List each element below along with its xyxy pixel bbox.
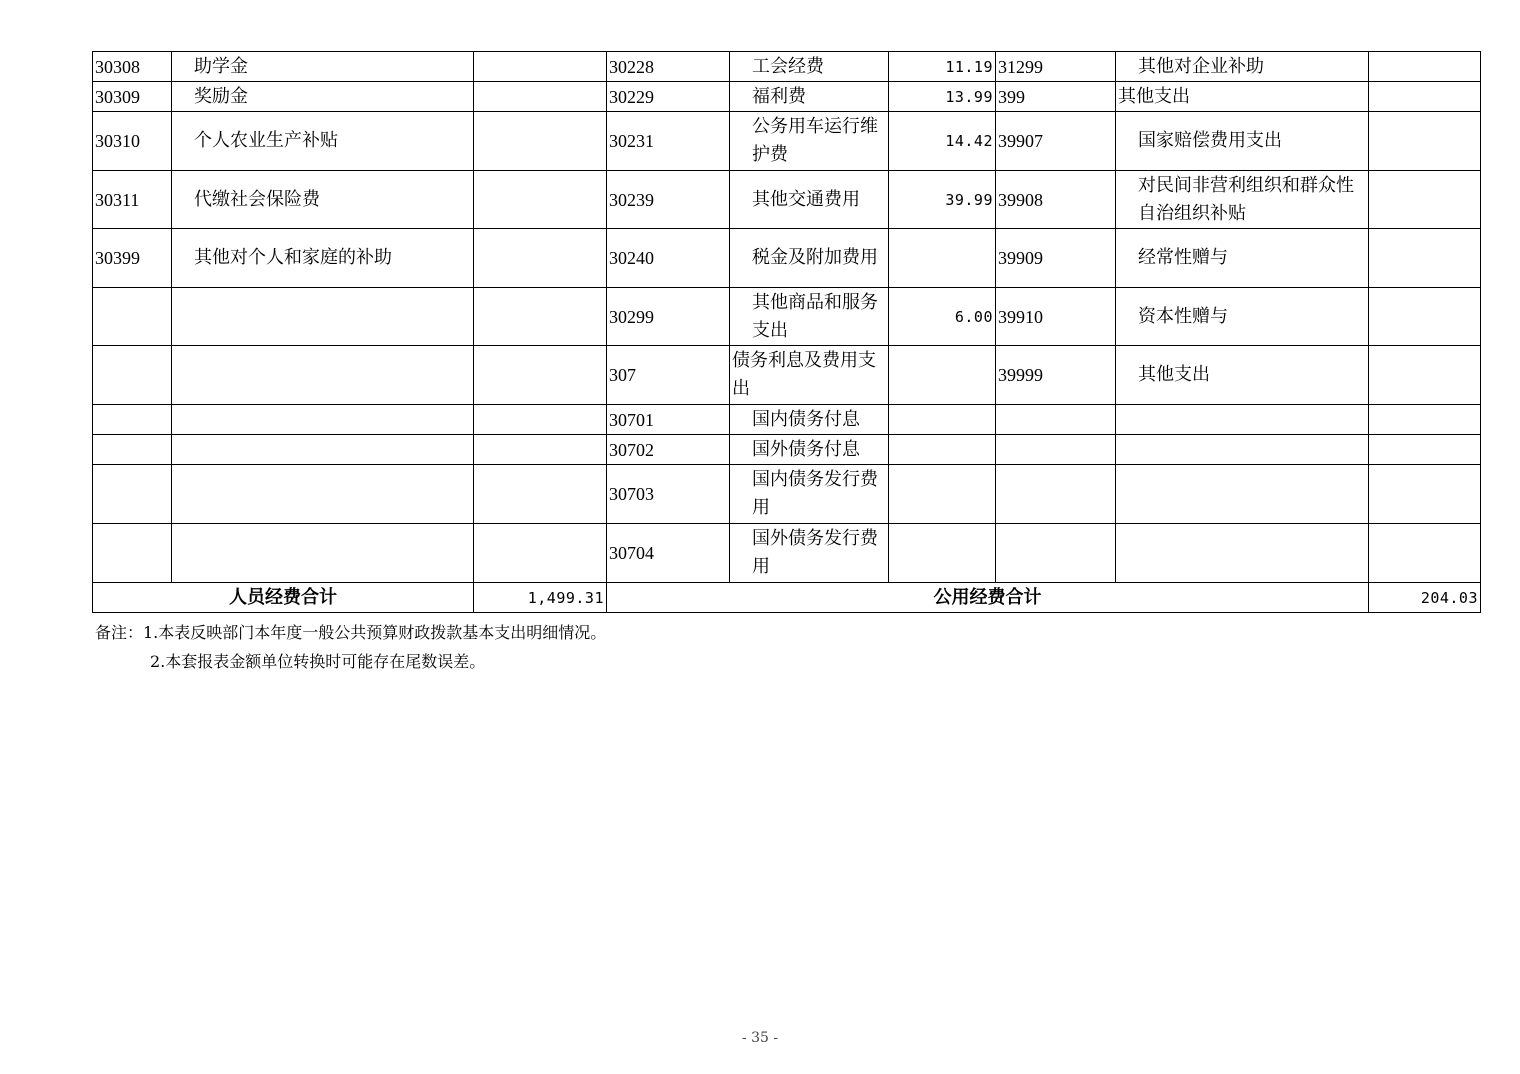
econ-code-cell xyxy=(996,405,1116,435)
item-name-cell xyxy=(1116,52,1369,82)
econ-code-cell: 30311 xyxy=(93,171,172,229)
amount-cell xyxy=(889,405,996,435)
item-name-cell xyxy=(730,229,889,288)
amount-cell xyxy=(889,465,996,524)
table-row xyxy=(93,465,1481,524)
note-line-1: 备注：1.本表反映部门本年度一般公共预算财政拨款基本支出明细情况。 xyxy=(95,623,607,642)
item-name-cell xyxy=(1116,346,1369,405)
item-name-cell xyxy=(730,112,889,171)
item-name-cell xyxy=(730,52,889,82)
item-name-cell xyxy=(730,288,889,346)
econ-code-cell: 399 xyxy=(996,82,1116,112)
econ-code-cell: 30704 xyxy=(607,524,730,583)
amount-cell: 6.00 xyxy=(889,288,996,346)
econ-code-cell: 39908 xyxy=(996,171,1116,229)
item-name: 奖励金 xyxy=(194,85,248,107)
econ-code-cell: 30228 xyxy=(607,52,730,82)
item-name-cell xyxy=(172,52,474,82)
item-name xyxy=(1118,483,1138,504)
table-row xyxy=(93,112,1481,171)
econ-code-cell: 39907 xyxy=(996,112,1116,171)
item-name xyxy=(1118,542,1138,563)
item-name-cell xyxy=(172,346,474,405)
amount-cell: 13.99 xyxy=(889,82,996,112)
amount-cell xyxy=(474,171,607,229)
item-name: 对民间非营利组织和群众性自治组织补贴 xyxy=(1138,174,1354,224)
econ-code-cell: 31299 xyxy=(996,52,1116,82)
item-name xyxy=(1118,409,1138,430)
item-name: 其他对个人和家庭的补助 xyxy=(194,247,392,268)
item-name-cell xyxy=(1116,82,1369,112)
item-name: 其他支出 xyxy=(1118,85,1190,107)
amount-cell xyxy=(474,82,607,112)
page-number: - 35 - xyxy=(741,1030,779,1046)
item-name-cell xyxy=(730,524,889,583)
item-name-cell xyxy=(172,229,474,288)
item-name-cell xyxy=(172,288,474,346)
amount-cell xyxy=(474,112,607,171)
item-name-cell xyxy=(172,435,474,465)
econ-code-cell: 30703 xyxy=(607,465,730,524)
item-name-cell xyxy=(1116,229,1369,288)
personnel-total-label: 人员经费合计 xyxy=(93,583,474,613)
item-name xyxy=(174,439,194,460)
item-name-cell xyxy=(1116,465,1369,524)
item-name: 债务利息及费用支出 xyxy=(732,350,876,399)
item-name-cell xyxy=(1116,435,1369,465)
item-name: 公务用车运行维护费 xyxy=(752,116,878,165)
item-name-cell xyxy=(1116,288,1369,346)
item-name-cell xyxy=(730,346,889,405)
econ-code-cell: 30309 xyxy=(93,82,172,112)
item-name xyxy=(174,409,194,430)
amount-cell xyxy=(1369,435,1481,465)
econ-code-cell: 39909 xyxy=(996,229,1116,288)
amount-cell xyxy=(889,346,996,405)
expenditure-detail-table xyxy=(92,51,1481,613)
amount-cell xyxy=(1369,465,1481,524)
item-name: 税金及附加费用 xyxy=(752,247,878,268)
econ-code-cell: 39999 xyxy=(996,346,1116,405)
amount-cell xyxy=(474,465,607,524)
item-name: 助学金 xyxy=(194,55,248,77)
table-notes xyxy=(95,618,606,676)
item-name: 其他支出 xyxy=(1138,364,1210,385)
amount-cell xyxy=(474,405,607,435)
item-name-cell xyxy=(172,112,474,171)
amount-cell xyxy=(474,524,607,583)
table-row xyxy=(93,52,1481,82)
amount-cell xyxy=(1369,82,1481,112)
item-name-cell xyxy=(1116,171,1369,229)
table-row xyxy=(93,524,1481,583)
econ-code-cell xyxy=(93,405,172,435)
amount-cell xyxy=(1369,288,1481,346)
econ-code-cell xyxy=(93,346,172,405)
amount-cell xyxy=(1369,171,1481,229)
item-name-cell xyxy=(172,171,474,229)
amount-cell xyxy=(474,435,607,465)
item-name: 个人农业生产补贴 xyxy=(194,130,338,151)
item-name: 国外债务付息 xyxy=(752,438,860,460)
item-name: 福利费 xyxy=(752,85,806,107)
item-name-cell xyxy=(172,82,474,112)
econ-code-cell: 30239 xyxy=(607,171,730,229)
item-name-cell xyxy=(1116,112,1369,171)
econ-code-cell: 30240 xyxy=(607,229,730,288)
amount-cell: 11.19 xyxy=(889,52,996,82)
econ-code-cell xyxy=(93,524,172,583)
econ-code-cell xyxy=(93,435,172,465)
item-name xyxy=(174,364,194,385)
amount-cell: 39.99 xyxy=(889,171,996,229)
econ-code-cell: 30231 xyxy=(607,112,730,171)
item-name-cell xyxy=(172,465,474,524)
personnel-total-value: 1,499.31 xyxy=(474,583,607,613)
table-row xyxy=(93,82,1481,112)
amount-cell xyxy=(1369,112,1481,171)
amount-cell xyxy=(474,288,607,346)
item-name-cell xyxy=(172,405,474,435)
econ-code-cell: 30399 xyxy=(93,229,172,288)
amount-cell xyxy=(474,229,607,288)
totals-row xyxy=(93,583,1481,613)
amount-cell xyxy=(1369,52,1481,82)
econ-code-cell xyxy=(996,465,1116,524)
amount-cell xyxy=(474,52,607,82)
item-name-cell xyxy=(172,524,474,583)
item-name xyxy=(1118,439,1138,460)
table-row xyxy=(93,405,1481,435)
public-total-value: 204.03 xyxy=(1369,583,1481,613)
amount-cell xyxy=(474,346,607,405)
table-row xyxy=(93,346,1481,405)
econ-code-cell xyxy=(93,288,172,346)
item-name-cell xyxy=(730,82,889,112)
amount-cell xyxy=(889,435,996,465)
amount-cell xyxy=(1369,229,1481,288)
amount-cell xyxy=(889,524,996,583)
econ-code-cell: 30702 xyxy=(607,435,730,465)
item-name xyxy=(174,306,194,327)
item-name-cell xyxy=(730,465,889,524)
item-name: 其他商品和服务支出 xyxy=(752,291,878,341)
amount-cell: 14.42 xyxy=(889,112,996,171)
econ-code-cell: 30308 xyxy=(93,52,172,82)
public-total-label: 公用经费合计 xyxy=(607,583,1369,613)
amount-cell xyxy=(889,229,996,288)
econ-code-cell: 30310 xyxy=(93,112,172,171)
item-name: 国内债务付息 xyxy=(752,408,860,430)
item-name: 资本性赠与 xyxy=(1138,305,1228,327)
item-name: 国家赔偿费用支出 xyxy=(1138,130,1282,151)
table-row xyxy=(93,229,1481,288)
table-row xyxy=(93,171,1481,229)
item-name-cell xyxy=(730,171,889,229)
item-name: 经常性赠与 xyxy=(1138,247,1228,268)
item-name: 工会经费 xyxy=(752,55,824,77)
table-row xyxy=(93,435,1481,465)
econ-code-cell xyxy=(93,465,172,524)
note-line-2: 2.本套报表金额单位转换时可能存在尾数误差。 xyxy=(150,652,486,671)
item-name-cell xyxy=(730,405,889,435)
item-name xyxy=(174,542,194,563)
item-name-cell xyxy=(1116,524,1369,583)
item-name: 国内债务发行费用 xyxy=(752,469,878,518)
amount-cell xyxy=(1369,524,1481,583)
econ-code-cell: 307 xyxy=(607,346,730,405)
econ-code-cell: 30701 xyxy=(607,405,730,435)
item-name xyxy=(174,483,194,504)
item-name-cell xyxy=(730,435,889,465)
econ-code-cell: 30229 xyxy=(607,82,730,112)
item-name: 其他交通费用 xyxy=(752,188,860,210)
item-name: 代缴社会保险费 xyxy=(194,188,320,210)
amount-cell xyxy=(1369,346,1481,405)
amount-cell xyxy=(1369,405,1481,435)
item-name-cell xyxy=(1116,405,1369,435)
econ-code-cell: 30299 xyxy=(607,288,730,346)
econ-code-cell: 39910 xyxy=(996,288,1116,346)
econ-code-cell xyxy=(996,524,1116,583)
table-row xyxy=(93,288,1481,346)
item-name: 国外债务发行费用 xyxy=(752,528,878,577)
econ-code-cell xyxy=(996,435,1116,465)
item-name: 其他对企业补助 xyxy=(1138,55,1264,77)
